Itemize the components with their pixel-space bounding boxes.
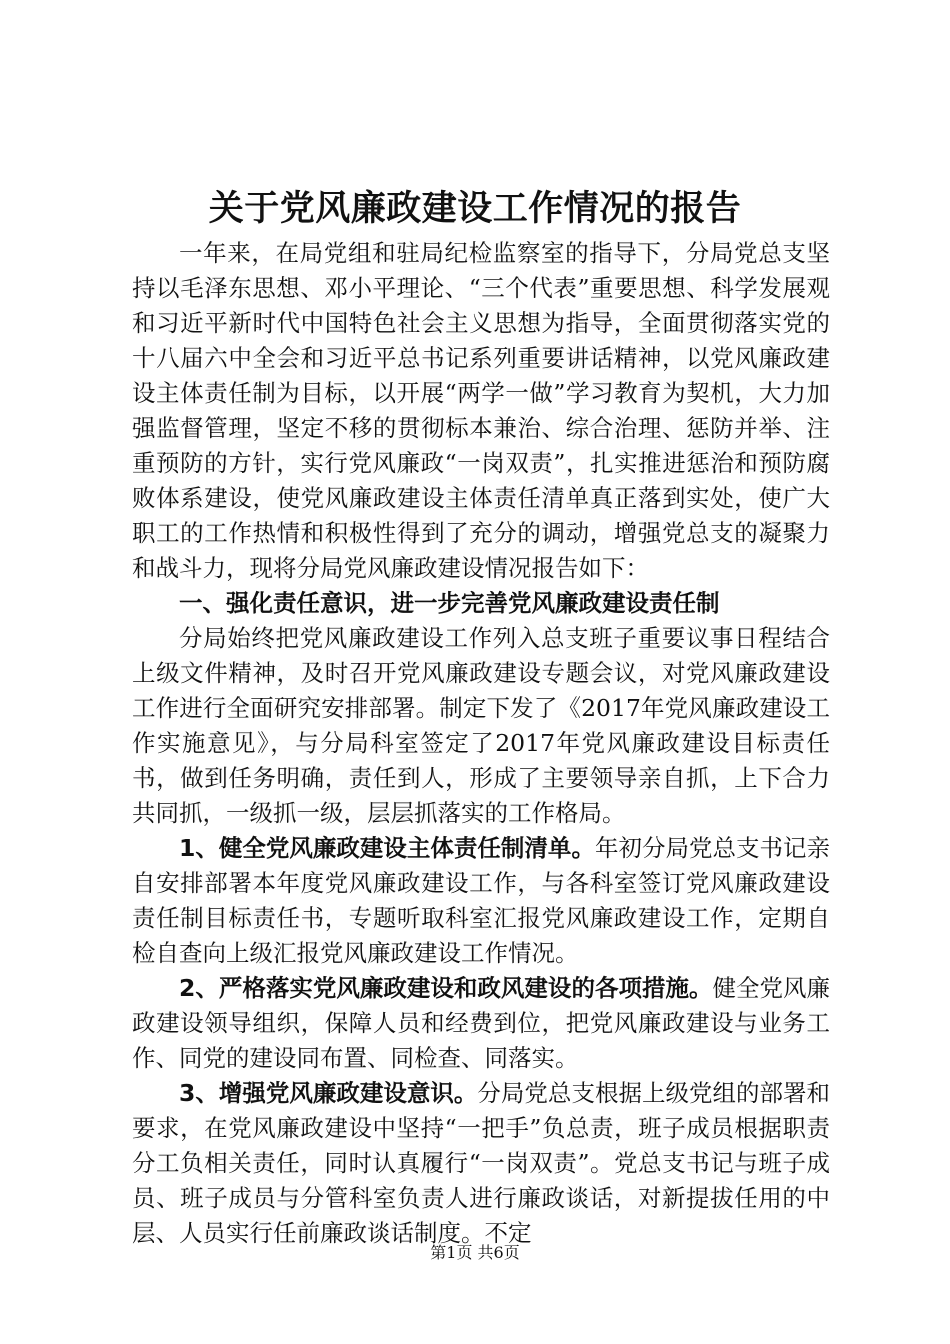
item-paragraph-2 [132,971,830,1076]
item-paragraph-3 [132,1076,830,1251]
section-paragraph: 分局始终把党风廉政建设工作列入总支班子重要议事日程结合上级文件精神，及时召开党风廉政建设专题会议，对党风廉政建设工作进行全面研究安排部署。制定下发了《2017年党风廉政建设工作实施意见》，与分局科室签定了2017年党风廉政建设目标责任书，做到任务明确，责任到人，形成了主要领导亲自抓，上下合力共同抓，一级抓一级，层层抓落实的工作格局。 [132,624,830,827]
document-title: 关于党风廉政建设工作情况的报告 [208,189,742,229]
page-footer: 第1页 共6页 [430,1243,520,1262]
item-lead-1: 1、健全党风廉政建设主体责任制清单。 [179,834,595,862]
item-body-2: 健全党风廉政建设领导组织，保障人员和经费到位，把党风廉政建设与业务工作、同党的建设同布置、同检查、同落实。 [132,974,831,1072]
item-lead-3: 3、增强党风廉政建设意识。 [179,1079,478,1107]
item-paragraph-1 [132,831,830,971]
item-lead-2: 2、严格落实党风廉政建设和政风建设的各项措施。 [179,974,713,1002]
section-heading: 一、强化责任意识，进一步完善党风廉政建设责任制 [179,589,720,617]
item-body-3: 分局党总支根据上级党组的部署和要求，在党风廉政建设中坚持“一把手”负总责，班子成员根据职责分工负相关责任，同时认真履行“一岗双责”。党总支书记与班子成员、班子成员与分管科室负责人进行廉政谈话，对新提拔任用的中层、人员实行任前廉政谈话制度。不定 [132,1079,830,1247]
item-body-1: 年初分局党总支书记亲自安排部署本年度党风廉政建设工作，与各科室签订党风廉政建设责任制目标责任书，专题听取科室汇报党风廉政建设工作，定期自检自查向上级汇报党风廉政建设工作情况。 [132,834,830,967]
document-body [132,236,830,1251]
intro-paragraph: 一年来，在局党组和驻局纪检监察室的指导下，分局党总支坚持以毛泽东思想、邓小平理论、“三个代表”重要思想、科学发展观和习近平新时代中国特色社会主义思想为指导，全面贯彻落实党的十八届六中全会和习近平总书记系列重要讲话精神，以党风廉政建设主体责任制为目标，以开展“两学一做”学习教育为契机，大力加强监督管理，坚定不移的贯彻标本兼治、综合治理、惩防并举、注重预防的方针，实行党风廉政“一岗双责”，扎实推进惩治和预防腐败体系建设，使党风廉政建设主体责任清单真正落到实处，使广大职工的工作热情和积极性得到了充分的调动，增强党总支的凝聚力和战斗力，现将分局党风廉政建设情况报告如下： [132,239,830,582]
